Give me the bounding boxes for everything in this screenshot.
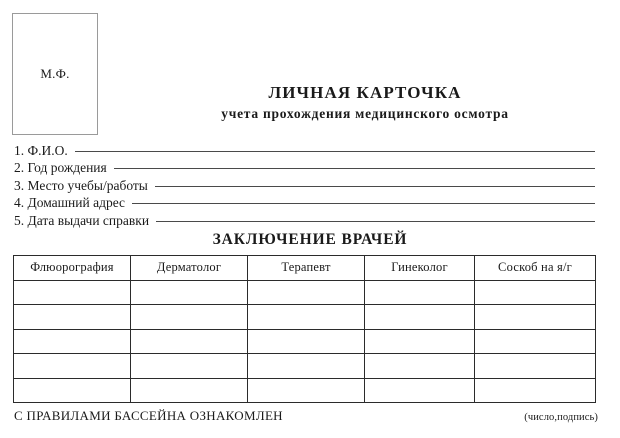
table-column-header: Гинеколог: [365, 256, 475, 281]
table-row: [14, 378, 596, 403]
table-cell[interactable]: [14, 378, 131, 403]
footer-date-signature-hint: (число,подпись): [524, 412, 598, 423]
form-field-row: [14, 213, 606, 230]
footer-pool-rules-acknowledgement: С ПРАВИЛАМИ БАССЕЙНА ОЗНАКОМЛЕН: [14, 408, 283, 423]
page-subtitle: учета прохождения медицинского осмотра: [221, 105, 509, 121]
table-header: [14, 256, 596, 281]
table-cell[interactable]: [365, 329, 475, 354]
table-column-header: Флюорография: [14, 256, 131, 281]
table-cell[interactable]: [131, 378, 248, 403]
table-cell[interactable]: [131, 329, 248, 354]
form-field-write-line[interactable]: [156, 221, 595, 222]
table-cell[interactable]: [14, 329, 131, 354]
page-title: ЛИЧНАЯ КАРТОЧКА: [268, 83, 462, 102]
form-field-label: 1. Ф.И.О.: [14, 143, 68, 158]
table-cell[interactable]: [475, 354, 596, 379]
form-field-label: 4. Домашний адрес: [14, 195, 126, 211]
table-row: [14, 305, 596, 330]
form-field-row: [14, 160, 606, 177]
table-cell[interactable]: [248, 354, 365, 379]
table-column-header: Терапевт: [248, 256, 365, 281]
table-cell[interactable]: [365, 305, 475, 330]
table-cell[interactable]: [14, 280, 131, 305]
table-cell[interactable]: [14, 354, 131, 379]
table-cell[interactable]: [248, 280, 365, 305]
table-cell[interactable]: [131, 305, 248, 330]
table-cell[interactable]: [248, 305, 365, 330]
table-cell[interactable]: [365, 354, 475, 379]
table-row: [14, 280, 596, 305]
form-field-write-line[interactable]: [132, 203, 595, 204]
table-cell[interactable]: [248, 378, 365, 403]
title-block: [150, 84, 580, 122]
table-body: [14, 280, 596, 403]
form-field-row: [14, 195, 606, 212]
form-field-write-line[interactable]: [114, 168, 595, 169]
photo-placeholder-box: [12, 13, 98, 135]
section-heading-doctors-conclusion: ЗАКЛЮЧЕНИЕ ВРАЧЕЙ: [212, 231, 408, 248]
form-field-label: 2. Год рождения: [14, 160, 107, 176]
table-row: [14, 354, 596, 379]
form-field-label: 3. Место учебы/работы: [14, 177, 148, 193]
table-cell[interactable]: [365, 378, 475, 403]
photo-placeholder-label: М.Ф.: [40, 66, 70, 81]
table-cell[interactable]: [475, 305, 596, 330]
table-header-row: [14, 256, 596, 281]
table-column-header: Соскоб на я/г: [475, 256, 596, 281]
form-field-write-line[interactable]: [75, 151, 595, 152]
table-cell[interactable]: [131, 354, 248, 379]
form-fields-list: [14, 143, 606, 230]
table-cell[interactable]: [365, 280, 475, 305]
table-cell[interactable]: [475, 329, 596, 354]
table-cell[interactable]: [248, 329, 365, 354]
form-field-write-line[interactable]: [155, 186, 595, 187]
footer: [14, 408, 606, 424]
doctors-conclusion-table: [13, 255, 596, 403]
table-cell[interactable]: [475, 378, 596, 403]
table-cell[interactable]: [475, 280, 596, 305]
form-field-row: [14, 178, 606, 195]
table-cell[interactable]: [131, 280, 248, 305]
table-cell[interactable]: [14, 305, 131, 330]
form-field-row: [14, 143, 606, 160]
table-row: [14, 329, 596, 354]
table-column-header: Дерматолог: [131, 256, 248, 281]
form-field-label: 5. Дата выдачи справки: [14, 212, 150, 228]
